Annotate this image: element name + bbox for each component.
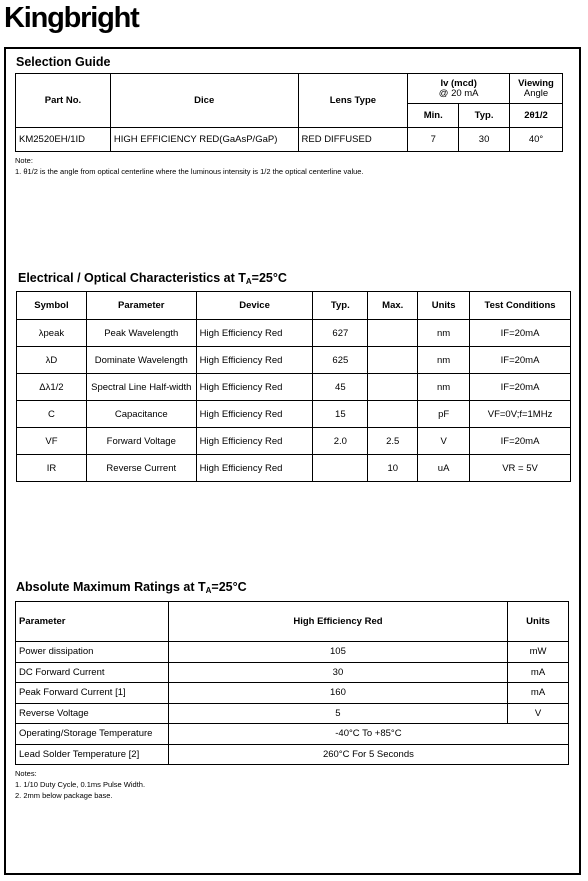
header-abs-parameter: Parameter [16, 602, 169, 642]
cell-device: High Efficiency Red [196, 428, 313, 455]
table-row [17, 374, 571, 401]
selection-guide-title: Selection Guide [16, 55, 111, 69]
cell-abs-parameter: DC Forward Current [16, 662, 169, 683]
table-row [17, 347, 571, 374]
cell-symbol: λD [17, 347, 87, 374]
cell-abs-parameter: Lead Solder Temperature [2] [16, 744, 169, 765]
header-viewing-line2: Angle [523, 87, 549, 99]
cell-units: V [418, 428, 470, 455]
header-iv-line2: @ 20 mA [438, 87, 479, 99]
cell-angle: 40° [510, 128, 563, 152]
cell-max [368, 320, 418, 347]
cell-test-condition: IF=20mA [470, 374, 571, 401]
absolute-table [15, 601, 569, 765]
cell-units: nm [418, 320, 470, 347]
cell-typ: 15 [313, 401, 368, 428]
electrical-title-sub: A [245, 277, 252, 286]
cell-abs-value: 105 [168, 642, 507, 663]
cell-test-condition: IF=20mA [470, 320, 571, 347]
brand-logo: Kingbright [4, 2, 139, 34]
cell-symbol: VF [17, 428, 87, 455]
absolute-title [16, 580, 247, 595]
cell-symbol: C [17, 401, 87, 428]
cell-abs-value: 160 [168, 683, 507, 704]
cell-abs-value: 260°C For 5 Seconds [168, 744, 568, 765]
header-device: Device [196, 292, 313, 320]
header-abs-device: High Efficiency Red [168, 602, 507, 642]
absolute-title-sub: A [205, 586, 212, 595]
table-row [16, 128, 563, 152]
absolute-title-end: =25°C [211, 580, 247, 594]
cell-typ [313, 455, 368, 482]
header-typ: Typ. [459, 104, 510, 128]
absolute-note-1: 1. 1/10 Duty Cycle, 0.1ms Pulse Width. [15, 780, 146, 789]
cell-parameter: Peak Wavelength [86, 320, 196, 347]
cell-abs-parameter: Peak Forward Current [1] [16, 683, 169, 704]
cell-units: nm [418, 374, 470, 401]
cell-abs-units: mA [508, 662, 569, 683]
header-parameter: Parameter [86, 292, 196, 320]
absolute-title-main: Absolute Maximum Ratings at T [16, 580, 206, 594]
cell-max [368, 347, 418, 374]
cell-abs-units: V [508, 703, 569, 724]
electrical-title-end: =25°C [251, 271, 287, 285]
table-row [16, 683, 569, 704]
cell-parameter: Reverse Current [86, 455, 196, 482]
selection-guide-table [15, 73, 563, 152]
cell-typ: 625 [313, 347, 368, 374]
table-row [17, 320, 571, 347]
cell-abs-value: -40°C To +85°C [168, 724, 568, 745]
cell-device: High Efficiency Red [196, 401, 313, 428]
cell-symbol: Δλ1/2 [17, 374, 87, 401]
selection-note-label: Note: [15, 156, 33, 165]
header-units: Units [418, 292, 470, 320]
cell-part-no: KM2520EH/1ID [16, 128, 111, 152]
header-part-no: Part No. [16, 74, 111, 128]
cell-parameter: Spectral Line Half-width [86, 374, 196, 401]
electrical-title [18, 271, 287, 286]
cell-abs-value: 5 [168, 703, 507, 724]
table-row [16, 703, 569, 724]
absolute-notes-label: Notes: [15, 769, 37, 778]
cell-abs-value: 30 [168, 662, 507, 683]
cell-abs-parameter: Operating/Storage Temperature [16, 724, 169, 745]
cell-typ: 45 [313, 374, 368, 401]
cell-symbol: λpeak [17, 320, 87, 347]
cell-units: pF [418, 401, 470, 428]
cell-abs-units: mW [508, 642, 569, 663]
table-row [17, 455, 571, 482]
cell-typ: 627 [313, 320, 368, 347]
cell-device: High Efficiency Red [196, 347, 313, 374]
header-iv-line1: Iv (mcd) [440, 77, 477, 89]
cell-max: 10 [368, 455, 418, 482]
header-dice: Dice [110, 74, 298, 128]
selection-note-1: 1. θ1/2 is the angle from optical centerline where the luminous intensity is 1/2 the optical centerline value. [15, 167, 364, 176]
cell-device: High Efficiency Red [196, 455, 313, 482]
header-viewing [510, 74, 563, 104]
header-iv [408, 74, 510, 104]
table-row [17, 428, 571, 455]
table-row [16, 724, 569, 745]
cell-device: High Efficiency Red [196, 374, 313, 401]
cell-device: High Efficiency Red [196, 320, 313, 347]
header-abs-units: Units [508, 602, 569, 642]
electrical-table [16, 291, 571, 482]
table-row [17, 401, 571, 428]
cell-abs-parameter: Power dissipation [16, 642, 169, 663]
cell-parameter: Dominate Wavelength [86, 347, 196, 374]
cell-symbol: IR [17, 455, 87, 482]
cell-typ: 30 [459, 128, 510, 152]
table-row [16, 662, 569, 683]
cell-abs-parameter: Reverse Voltage [16, 703, 169, 724]
table-row [16, 642, 569, 663]
header-typ: Typ. [313, 292, 368, 320]
cell-test-condition: IF=20mA [470, 347, 571, 374]
cell-min: 7 [408, 128, 459, 152]
cell-test-condition: IF=20mA [470, 428, 571, 455]
header-max: Max. [368, 292, 418, 320]
absolute-note-2: 2. 2mm below package base. [15, 791, 113, 800]
electrical-title-main: Electrical / Optical Characteristics at T [18, 271, 246, 285]
cell-test-condition: VR = 5V [470, 455, 571, 482]
header-test-conditions: Test Conditions [470, 292, 571, 320]
cell-parameter: Capacitance [86, 401, 196, 428]
cell-lens-type: RED DIFFUSED [298, 128, 408, 152]
cell-test-condition: VF=0V;f=1MHz [470, 401, 571, 428]
header-symbol: Symbol [17, 292, 87, 320]
cell-max [368, 401, 418, 428]
cell-max [368, 374, 418, 401]
table-row [16, 744, 569, 765]
cell-typ: 2.0 [313, 428, 368, 455]
cell-units: uA [418, 455, 470, 482]
header-min: Min. [408, 104, 459, 128]
header-two-theta: 2θ1/2 [510, 104, 563, 128]
cell-parameter: Forward Voltage [86, 428, 196, 455]
cell-max: 2.5 [368, 428, 418, 455]
header-lens-type: Lens Type [298, 74, 408, 128]
cell-units: nm [418, 347, 470, 374]
cell-dice: HIGH EFFICIENCY RED(GaAsP/GaP) [110, 128, 298, 152]
cell-abs-units: mA [508, 683, 569, 704]
header-viewing-line1: Viewing [518, 77, 554, 89]
